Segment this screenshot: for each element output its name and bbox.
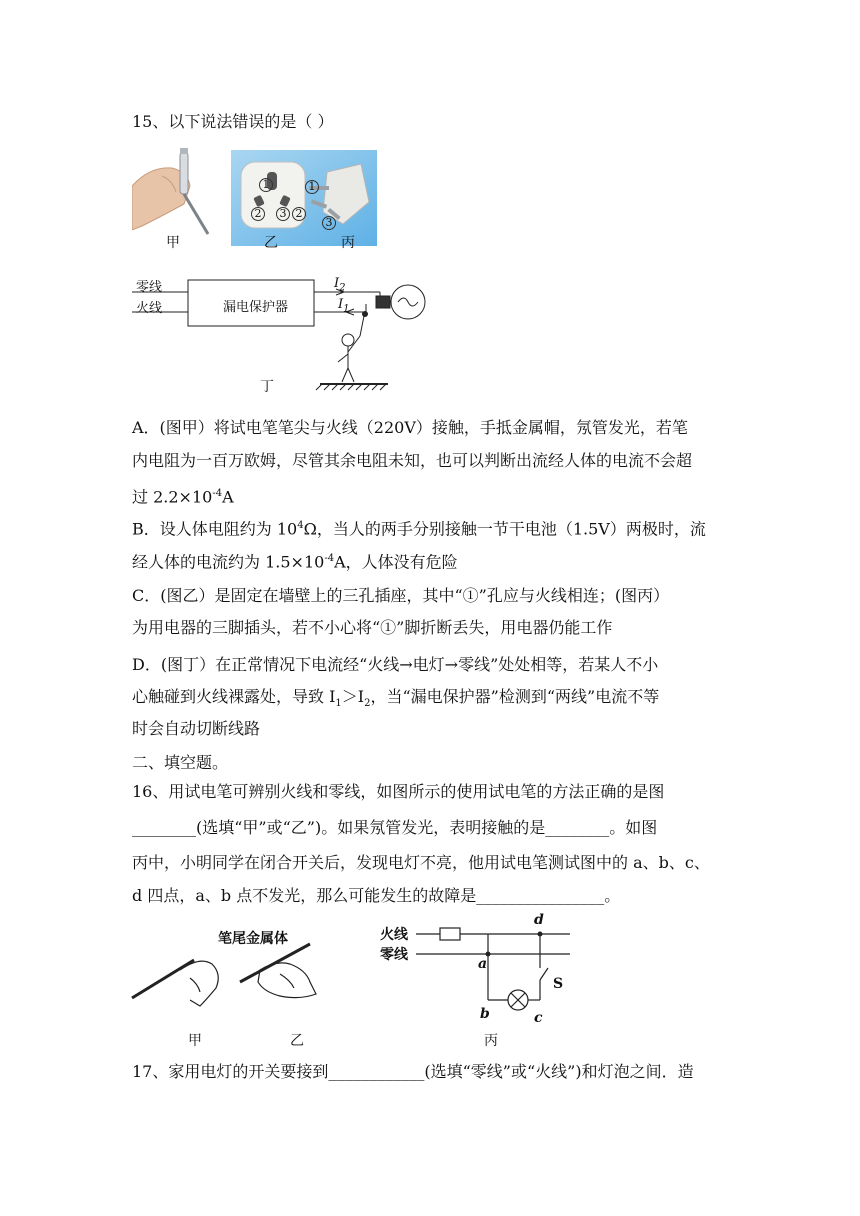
i1-subscript: 1 [343,303,350,315]
option-c-line-1: C．(图乙）是固定在墙壁上的三孔插座，其中“①”孔应与火线相连；(图丙） [132,586,670,605]
fig-yi-label: 乙 [264,235,278,251]
q16-fig-yi-label: 乙 [290,1033,304,1049]
i2-subscript: 2 [339,282,346,294]
pen-tail-metal-label: 笔尾金属体 [218,931,288,947]
option-a-line-3 [132,482,234,509]
socket-mark-1: 1 [259,178,273,192]
fig-yi-bing-socket-plug-photo [231,150,377,246]
q16-line-1: 16、用试电笔可辨别火线和零线，如图所示的使用试电笔的方法正确的是图 [132,782,665,801]
a-l3-pre: 过 2.2×10 [132,487,213,507]
d-l2-sub2: 2 [364,698,371,710]
option-b-line-1 [132,514,706,541]
point-b-label: b [480,1006,490,1022]
fig-ding-leakage-circuit [132,268,442,394]
socket-mark-2: 2 [251,207,265,221]
i1-symbol: I [338,297,344,312]
current-i1-label [338,297,350,315]
circuit-live-label: 火线 [136,301,163,316]
b-l2-sup: -4 [324,553,335,564]
option-b-line-2 [132,547,458,574]
leakage-protector-box-label: 漏电保护器 [223,300,289,315]
plug-mark-3: 3 [322,216,336,230]
option-a-line-2: 内电阻为一百万欧姆，尽管其余电阻未知，也可以判断出流经人体的电流不会超 [132,451,693,470]
option-a-line-1: A．(图甲）将试电笔笔尖与火线（220V）接触，手抵金属帽，氖管发光，若笔 [132,418,688,437]
option-d-line-2 [132,685,659,716]
plug-mark-1: 1 [305,180,319,194]
section-fill-in-heading: 二、填空题。 [132,753,229,772]
switch-s-label: S [553,976,564,992]
b-l1-post: Ω，当人的两手分别接触一节干电池（1.5V）两极时，流 [303,519,706,539]
fig-jia-test-pen-photo [132,146,212,236]
d-l2-post: ，当“漏电保护器”检测到“两线”电流不等 [370,687,660,706]
d-l2-pre: 心触碰到火线裸露处，导致 I [132,687,336,706]
q16-line-2: ________(选填“甲”或“乙”)。如果氖管发光，表明接触的是________。如图 [132,818,658,837]
b-l1-sup: 4 [297,520,304,531]
q15-stem: 15、以下说法错误的是（ ） [132,112,334,131]
q16-fig-jia-label: 甲 [188,1033,202,1049]
i2-symbol: I [334,276,340,291]
option-c-line-2: 为用电器的三脚插头，若不小心将“①”脚折断丢失，用电器仍能工作 [132,618,613,637]
option-d-line-1: D．(图丁）在正常情况下电流经“火线→电灯→零线”处处相等，若某人不小 [132,655,659,674]
plug-mark-2: 2 [292,207,306,221]
a-l3-post: A [222,487,234,507]
q17-line-1: 17、家用电灯的开关要接到____________(选填“零线”或“火线”)和灯泡之间．造 [132,1062,694,1081]
d-l2-sub1: 1 [335,698,342,710]
b-l2-post: A，人体没有危险 [334,552,458,572]
b-l2-pre: 经人体的电流约为 1.5×10 [132,552,325,572]
circuit-neutral-label: 零线 [136,280,163,295]
q16-line-3: 丙中，小明同学在闭合开关后，发现电灯不亮，他用试电笔测试图中的 a、b、c、 [132,853,710,872]
d-l2-mid: ＞I [341,687,365,706]
a-l3-sup: -4 [212,488,223,499]
fig-ding-label: 丁 [260,379,274,395]
socket-mark-3: 3 [276,207,290,221]
fig-bing-label: 丙 [341,235,355,251]
q16-line-4: d 四点，a、b 点不发光，那么可能发生的故障是________________。 [132,886,621,905]
current-i2-label [334,276,346,294]
q16-circuit-live-label: 火线 [380,927,408,943]
point-a-label: a [478,956,488,972]
fig-jia-label: 甲 [166,235,180,251]
point-d-label: d [534,912,544,928]
point-c-label: c [534,1010,543,1026]
option-d-line-3: 时会自动切断线路 [132,719,261,738]
b-l1-pre: B．设人体电阻约为 10 [132,519,298,539]
q16-circuit-neutral-label: 零线 [380,947,408,963]
q16-fig-bing-label: 丙 [484,1033,498,1049]
